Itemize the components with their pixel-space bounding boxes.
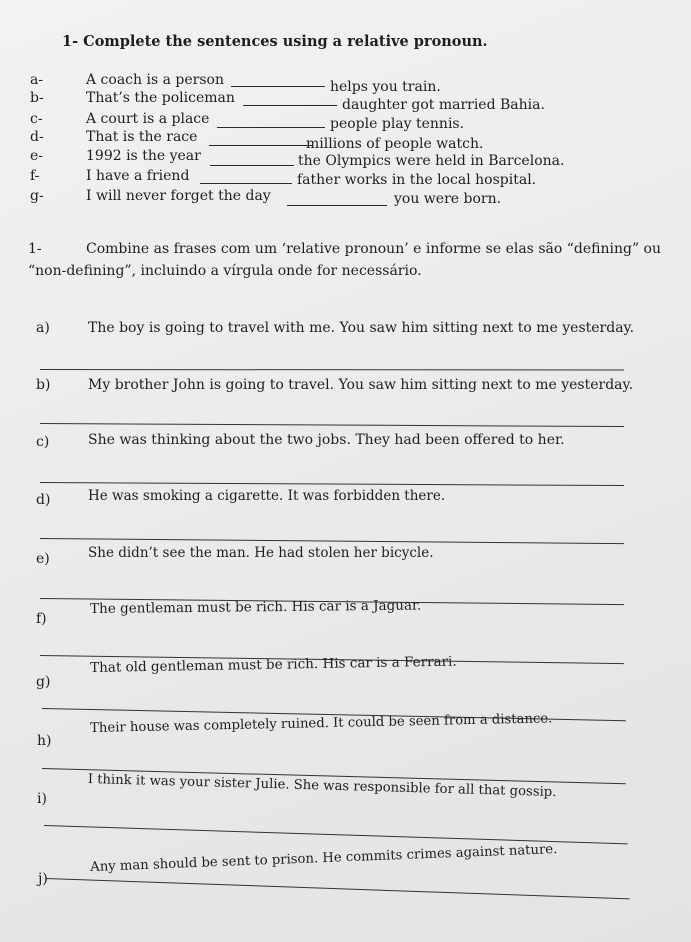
item-sentence: Any man should be sent to prison. He commits crimes against nature. xyxy=(90,842,558,875)
item-sentence: My brother John is going to travel. You saw him sitting next to me yesterday. xyxy=(88,377,634,393)
sentence-end: father works in the local hospital. xyxy=(297,172,537,188)
answer-line[interactable] xyxy=(40,482,624,486)
sentence-end: the Olympics were held in Barcelona. xyxy=(298,153,565,169)
item-letter: a) xyxy=(36,320,50,336)
answer-line[interactable] xyxy=(40,423,624,427)
sentence-letter: a- xyxy=(30,72,44,88)
sentence-end: people play tennis. xyxy=(330,116,465,132)
item-sentence: He was smoking a cigarette. It was forbidden there. xyxy=(88,488,446,504)
item-sentence: The boy is going to travel with me. You saw him sitting next to me yesterday. xyxy=(88,320,635,336)
answer-blank[interactable] xyxy=(210,165,294,166)
sentence-end: daughter got married Bahia. xyxy=(342,97,545,113)
answer-blank[interactable] xyxy=(287,205,387,206)
answer-blank[interactable] xyxy=(209,145,313,146)
sentence-end: millions of people watch. xyxy=(306,136,484,152)
item-letter: f) xyxy=(36,611,47,627)
item-letter: i) xyxy=(37,791,47,807)
sentence-end: helps you train. xyxy=(330,79,441,95)
item-letter: g) xyxy=(36,674,51,690)
item-letter: e) xyxy=(36,551,50,567)
answer-line[interactable] xyxy=(40,369,624,371)
sentence-start: I will never forget the day xyxy=(86,188,271,204)
sentence-start: That is the race xyxy=(86,129,198,145)
sentence-letter: c- xyxy=(30,111,43,127)
answer-blank[interactable] xyxy=(231,86,325,87)
item-sentence: Their house was completely ruined. It could be seen from a distance. xyxy=(90,711,553,736)
item-sentence: That old gentleman must be rich. His car is a Ferrari. xyxy=(90,653,457,676)
sentence-end: you were born. xyxy=(394,191,502,207)
item-sentence: The gentleman must be rich. His car is a Jaguar. xyxy=(90,597,422,617)
sentence-letter: f- xyxy=(30,168,40,184)
item-letter: j) xyxy=(38,871,48,887)
answer-blank[interactable] xyxy=(200,183,292,184)
item-letter: b) xyxy=(36,377,51,393)
sentence-letter: e- xyxy=(30,148,44,164)
sentence-letter: b- xyxy=(30,90,44,106)
item-sentence: I think it was your sister Julie. She was responsible for all that gossip. xyxy=(87,772,557,801)
item-letter: c) xyxy=(36,434,50,450)
sentence-start: A coach is a person xyxy=(86,72,224,88)
item-sentence: She was thinking about the two jobs. They had been offered to her. xyxy=(88,432,565,448)
sentence-letter: g- xyxy=(30,188,44,204)
answer-blank[interactable] xyxy=(217,127,325,128)
answer-line[interactable] xyxy=(40,538,624,544)
item-letter: h) xyxy=(37,733,52,749)
item-letter: d) xyxy=(36,492,51,508)
sentence-letter: d- xyxy=(30,129,44,145)
answer-line[interactable] xyxy=(44,825,628,844)
exercise-2-number: 1- xyxy=(28,241,42,257)
sentence-start: That’s the policeman xyxy=(86,90,235,106)
sentence-start: A court is a place xyxy=(86,111,210,127)
answer-blank[interactable] xyxy=(243,105,337,106)
sentence-start: 1992 is the year xyxy=(86,148,201,164)
exercise-2-instruction xyxy=(28,238,688,282)
exercise-1-title: 1- Complete the sentences using a relative pronoun. xyxy=(62,33,488,50)
sentence-start: I have a friend xyxy=(86,168,190,184)
instruction-text: Combine as frases com um ‘relative pronoun’ e informe se elas são “defining” ou “non-defining”, incluindo a vírgula onde for necessário. xyxy=(28,241,661,279)
item-sentence: She didn’t see the man. He had stolen her bicycle. xyxy=(88,545,434,561)
answer-line[interactable] xyxy=(46,878,630,899)
